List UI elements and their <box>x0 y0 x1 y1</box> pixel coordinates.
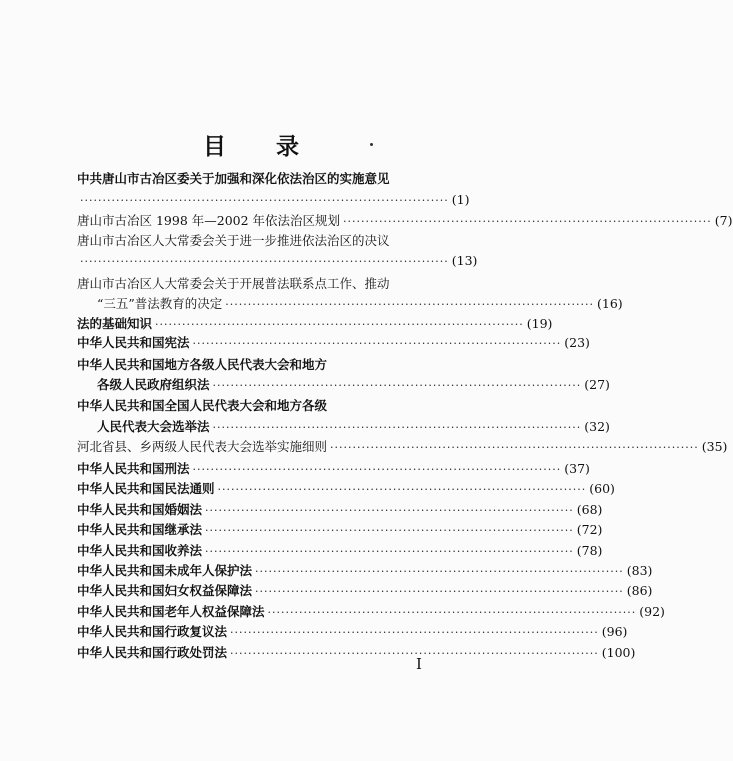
toc-entry-page: (19) <box>526 316 553 331</box>
leader-dots: ·················································································· <box>212 379 582 392</box>
toc-entry-text: 中华人民共和国婚姻法 <box>77 502 203 517</box>
toc-entry-text: 中华人民共和国民法通则 <box>77 481 215 496</box>
toc-entry[interactable] <box>97 374 610 393</box>
toc-entry-page: (7) <box>714 213 733 228</box>
toc-entry[interactable] <box>77 540 603 559</box>
leader-dots: ·················································································· <box>255 565 624 578</box>
toc-entry[interactable] <box>77 478 615 497</box>
toc-entry-text: 法的基础知识 <box>77 316 153 331</box>
leader-dots: ·················································································· <box>155 318 524 331</box>
leader-dots: ·················································································· <box>205 504 574 517</box>
leader-dots: ·················································································· <box>217 483 587 496</box>
toc-entry[interactable] <box>77 601 665 620</box>
toc-entry-page: (35) <box>701 439 728 454</box>
title-char-right: 录 <box>276 133 301 160</box>
toc-entry[interactable] <box>77 499 603 518</box>
toc-entry[interactable] <box>77 580 653 599</box>
toc-entry-text: 中华人民共和国行政处罚法 <box>77 645 228 660</box>
toc-entry-page: (13) <box>451 253 478 268</box>
leader-dots: ·················································································· <box>212 421 582 434</box>
toc-entry[interactable] <box>77 395 430 414</box>
toc-entry[interactable] <box>77 621 628 640</box>
leader-dots: ·················································································· <box>80 255 449 268</box>
toc-entry-page: (1) <box>451 192 470 207</box>
page-number: I <box>416 655 422 673</box>
toc-entry-text: 中华人民共和国老年人权益保障法 <box>77 604 265 619</box>
toc-entry-text: 唐山市古冶区 1998 年—2002 年依法治区规划 <box>77 213 341 228</box>
toc-entry-page: (78) <box>576 543 603 558</box>
toc-entry[interactable] <box>77 230 430 249</box>
toc-entry-page: (86) <box>626 583 653 598</box>
toc-entry-text: 中华人民共和国继承法 <box>77 522 203 537</box>
toc-entry[interactable] <box>77 354 430 373</box>
toc-entry-text: 中华人民共和国宪法 <box>77 335 190 350</box>
toc-entry-page: (60) <box>589 481 615 496</box>
toc-entry-page: (27) <box>584 377 610 392</box>
toc-entry[interactable] <box>77 560 653 579</box>
toc-entry-page: (23) <box>564 335 590 350</box>
toc-entry-text: 河北省县、乡两级人民代表大会选举实施细则 <box>77 439 328 454</box>
toc-entry[interactable] <box>77 458 590 477</box>
toc-entry-page: (92) <box>639 604 665 619</box>
leader-dots: ·················································································· <box>205 524 574 537</box>
toc-entry-page: (72) <box>576 522 603 537</box>
toc-entry[interactable] <box>77 332 590 351</box>
toc-entry-text: 人民代表大会选举法 <box>97 419 210 434</box>
toc-entry-text: 唐山市古冶区人大常委会关于进一步推进依法治区的决议 <box>77 233 390 248</box>
leader-dots: ·················································································· <box>343 215 712 228</box>
leader-dots: ·················································································· <box>267 606 637 619</box>
leader-dots: ·················································································· <box>230 626 599 639</box>
leader-dots: ·················································································· <box>80 194 449 207</box>
toc-entry[interactable] <box>97 293 623 312</box>
toc-entry[interactable] <box>77 642 636 661</box>
leader-dots: ·················································································· <box>330 441 699 454</box>
toc-entry-text: 唐山市古冶区人大常委会关于开展普法联系点工作、推动 <box>77 276 390 291</box>
toc-entry[interactable] <box>77 168 430 187</box>
toc-entry[interactable] <box>77 519 603 538</box>
toc-entry-text: 中华人民共和国未成年人保护法 <box>77 563 253 578</box>
toc-entry-text: 中华人民共和国地方各级人民代表大会和地方 <box>77 357 328 372</box>
toc-entry-text: “三五”普法教育的决定 <box>97 296 223 311</box>
toc-entry[interactable] <box>77 436 728 455</box>
toc-entry[interactable] <box>77 313 553 332</box>
toc-entry[interactable] <box>77 250 478 269</box>
leader-dots: ·················································································· <box>192 337 562 350</box>
toc-entry-page: (37) <box>564 461 590 476</box>
leader-dots: ·················································································· <box>225 298 595 311</box>
toc-entry-page: (83) <box>626 563 653 578</box>
toc-entry-text: 中华人民共和国收养法 <box>77 543 203 558</box>
toc-entry-text: 中华人民共和国妇女权益保障法 <box>77 583 253 598</box>
toc-entry[interactable] <box>77 189 470 208</box>
toc-entry-page: (16) <box>597 296 623 311</box>
toc-entry-page: (32) <box>584 419 610 434</box>
title-char-left: 目 <box>203 133 228 160</box>
leader-dots: ·················································································· <box>192 463 562 476</box>
toc-entry[interactable] <box>97 416 610 435</box>
toc-entry-text: 中华人民共和国行政复议法 <box>77 624 228 639</box>
toc-entry-page: (68) <box>576 502 603 517</box>
toc-entry[interactable] <box>77 210 733 229</box>
toc-entry-text: 中华人民共和国全国人民代表大会和地方各级 <box>77 398 328 413</box>
leader-dots: ·················································································· <box>255 585 624 598</box>
toc-entry-text: 各级人民政府组织法 <box>97 377 210 392</box>
leader-dots: ·················································································· <box>230 647 599 660</box>
toc-entry-text: 中华人民共和国刑法 <box>77 461 190 476</box>
toc-entry[interactable] <box>77 273 430 292</box>
toc-entry-page: (96) <box>601 624 628 639</box>
leader-dots: ·················································································· <box>205 545 574 558</box>
toc-entry-page: (100) <box>601 645 636 660</box>
toc-entry-text: 中共唐山市古冶区委关于加强和深化依法治区的实施意见 <box>77 171 390 186</box>
